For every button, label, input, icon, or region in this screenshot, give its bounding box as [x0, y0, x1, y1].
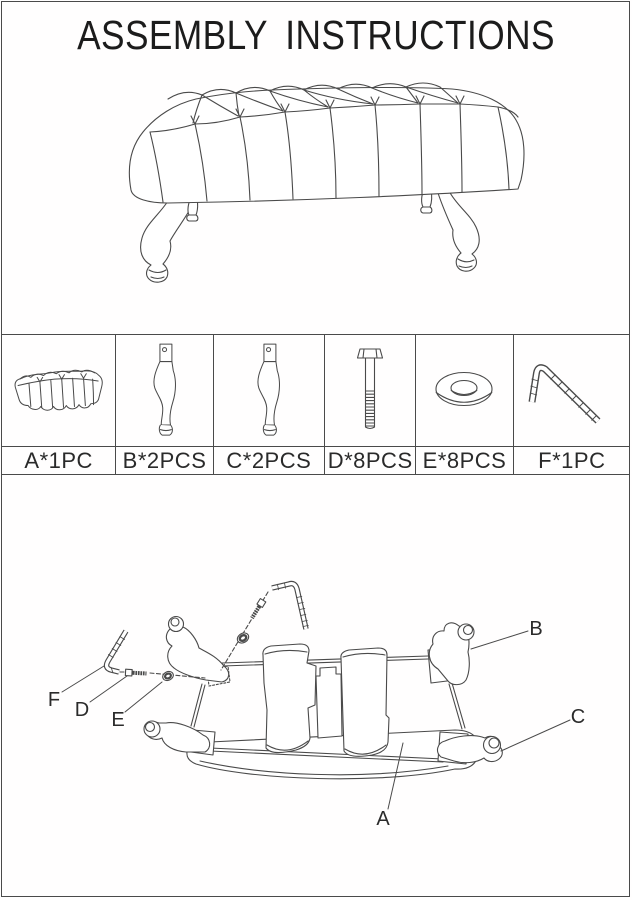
parts-label-E: E*8PCS: [416, 446, 513, 474]
leg-top-left: [166, 617, 228, 683]
bench-body-upside-down: [187, 730, 479, 779]
bolt-icon: [352, 343, 388, 439]
leg-bottom-right: [438, 736, 503, 763]
cabriole-leg-icon: [246, 341, 292, 441]
parts-cell-F: [514, 335, 630, 446]
washer-e: [161, 670, 175, 682]
bench-cushion: [129, 83, 524, 203]
parts-label-A: A*1PC: [2, 446, 116, 474]
assembly-diagram: [0, 480, 632, 898]
diagram-label-E: E: [111, 709, 125, 731]
parts-cell-D: [325, 335, 416, 446]
diagram-label-C: C: [570, 706, 586, 728]
parts-table: [2, 334, 630, 475]
parts-label-C: C*2PCS: [214, 446, 325, 474]
leader-lines: [62, 631, 570, 809]
diagram-label-F: F: [47, 689, 61, 711]
parts-cell-C: [214, 335, 325, 446]
leg-bottom-left: [144, 721, 210, 752]
bolt-top: [249, 599, 266, 620]
bench-illustration: [0, 0, 632, 334]
allen-key-top: [272, 583, 308, 629]
parts-cell-A: [2, 335, 116, 446]
bench-front-left-leg: [141, 201, 193, 282]
diagram-label-B: B: [529, 618, 543, 640]
diagram-label-A: A: [376, 808, 390, 830]
washer-icon: [426, 363, 502, 419]
parts-cell-E: [416, 335, 513, 446]
parts-label-F: F*1PC: [514, 446, 630, 474]
tufted-seat-icon: [9, 359, 109, 423]
parts-label-B: B*2PCS: [116, 446, 213, 474]
allen-key-left: [107, 631, 126, 673]
page-title: ASSEMBLY INSTRUCTIONS: [77, 12, 555, 58]
bench-front-right-leg: [438, 191, 479, 271]
diagram-label-D: D: [74, 699, 90, 721]
parts-cell-B: [116, 335, 213, 446]
allen-key-icon: [520, 349, 624, 433]
cabriole-leg-icon: [142, 341, 188, 441]
parts-label-D: D*8PCS: [325, 446, 416, 474]
bolt-d: [125, 669, 146, 676]
